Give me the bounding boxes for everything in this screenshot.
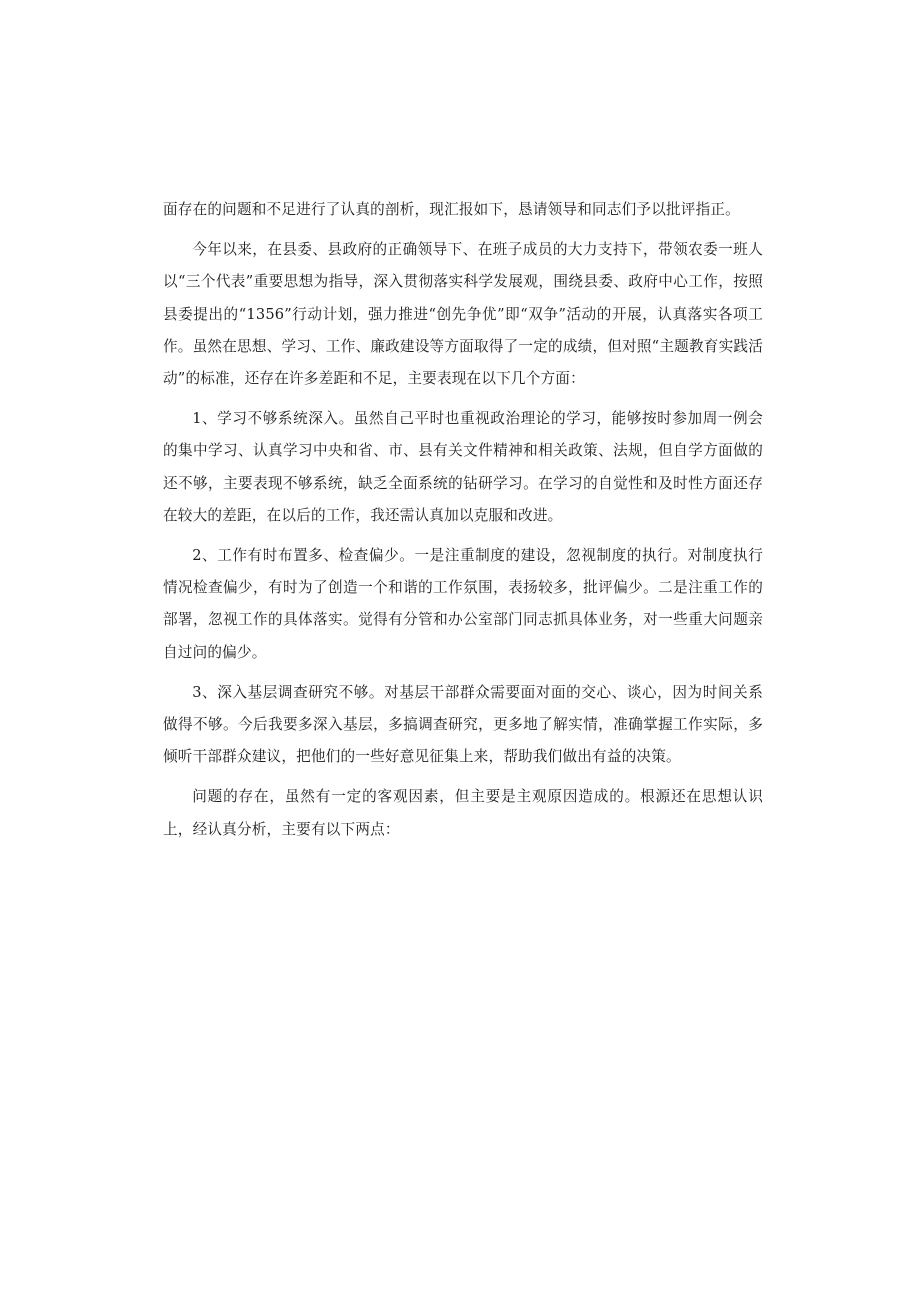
paragraph-issue-3: 3、深入基层调查研究不够。对基层干部群众需要面对面的交心、谈心，因为时间关系做得不够。今后我要多深入基层，多搞调查研究，更多地了解实情，准确掌握工作实际，多倾听干部群众建议，把他们的一些好意见征集上来，帮助我们做出有益的决策。 — [163, 683, 763, 766]
paragraph-root-cause: 问题的存在，虽然有一定的客观因素，但主要是主观原因造成的。根源还在思想认识上，经认真分析，主要有以下两点： — [163, 788, 763, 838]
paragraph-overview: 今年以来，在县委、县政府的正确领导下、在班子成员的大力支持下，带领农委一班人以“三个代表”重要思想为指导，深入贯彻落实科学发展观，围绕县委、政府中心工作，按照县委提出的“1356”行动计划，强力推进“创先争优”即“双争”活动的开展，认真落实各项工作。虽然在思想、学习、工作、廉政建设等方面取得了一定的成绩，但对照“主题教育实践活动”的标准，还存在许多差距和不足，主要表现在以下几个方面： — [163, 241, 763, 388]
paragraph-issue-2: 2、工作有时布置多、检查偏少。一是注重制度的建设，忽视制度的执行。对制度执行情况检查偏少，有时为了创造一个和谐的工作氛围，表扬较多，批评偏少。二是注重工作的部署，忽视工作的具体落实。觉得有分管和办公室部门同志抓具体业务，对一些重大问题亲自过问的偏少。 — [163, 547, 763, 661]
document-body — [163, 194, 763, 846]
paragraph-issue-1: 1、学习不够系统深入。虽然自己平时也重视政治理论的学习，能够按时参加周一例会的集中学习、认真学习中央和省、市、县有关文件精神和相关政策、法规，但自学方面做的还不够，主要表现不够系统，缺乏全面系统的钻研学习。在学习的自觉性和及时性方面还存在较大的差距，在以后的工作，我还需认真加以克服和改进。 — [163, 410, 763, 524]
paragraph-intro-continuation: 面存在的问题和不足进行了认真的剖析，现汇报如下，恳请领导和同志们予以批评指正。 — [163, 201, 740, 218]
